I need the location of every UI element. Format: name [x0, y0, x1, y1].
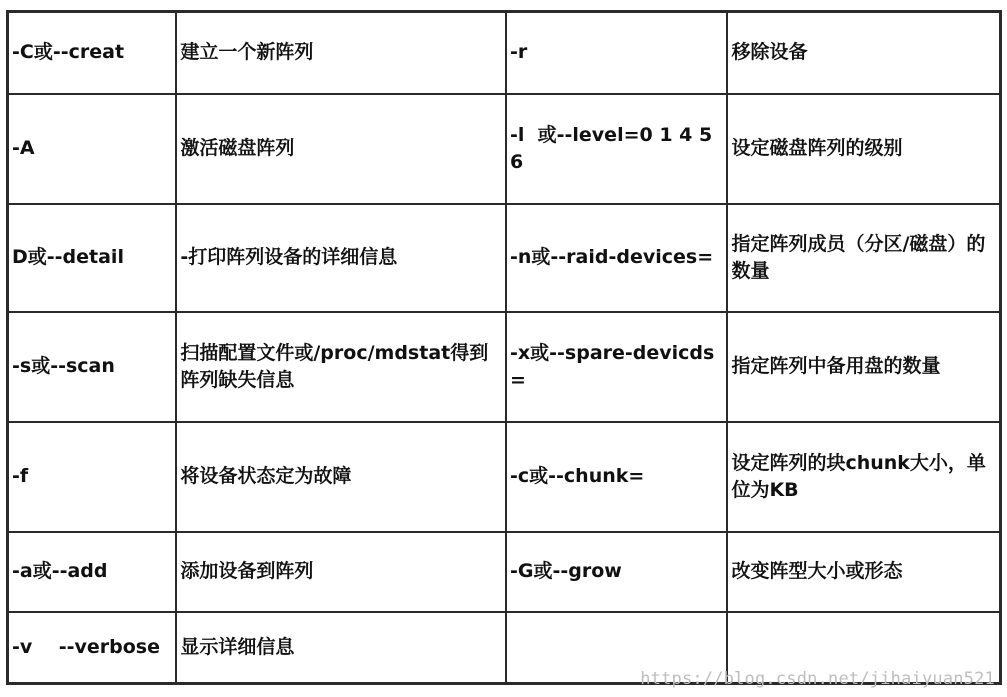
description-cell: 移除设备 — [727, 12, 1000, 94]
description-cell: 建立一个新阵列 — [176, 12, 506, 94]
option-cell: -n或--raid-devices= — [506, 204, 727, 312]
option-cell: -l 或--level=0 1 4 5 6 — [506, 94, 727, 204]
table-row — [8, 204, 1001, 312]
table-row — [8, 532, 1001, 612]
option-cell: -s或--scan — [8, 312, 177, 422]
option-cell: -C或--creat — [8, 12, 177, 94]
option-cell: -c或--chunk= — [506, 422, 727, 532]
description-cell: 将设备状态定为故障 — [176, 422, 506, 532]
mdadm-options-table — [6, 10, 1002, 685]
watermark-url: https://blog.csdn.net/jihaiyuan521 — [640, 669, 995, 689]
description-cell: 指定阵列成员（分区/磁盘）的数量 — [727, 204, 1000, 312]
description-cell: 激活磁盘阵列 — [176, 94, 506, 204]
option-cell: -v --verbose — [8, 612, 177, 684]
option-cell: -a或--add — [8, 532, 177, 612]
table-row — [8, 422, 1001, 532]
description-cell: 设定磁盘阵列的级别 — [727, 94, 1000, 204]
description-cell: 设定阵列的块chunk大小，单位为KB — [727, 422, 1000, 532]
description-cell: 指定阵列中备用盘的数量 — [727, 312, 1000, 422]
option-cell: -r — [506, 12, 727, 94]
table-row — [8, 312, 1001, 422]
description-cell: 改变阵型大小或形态 — [727, 532, 1000, 612]
description-cell: -打印阵列设备的详细信息 — [176, 204, 506, 312]
table-row — [8, 12, 1001, 94]
option-cell: -G或--grow — [506, 532, 727, 612]
option-cell: D或--detail — [8, 204, 177, 312]
description-cell: 扫描配置文件或/proc/mdstat得到阵列缺失信息 — [176, 312, 506, 422]
option-cell: -f — [8, 422, 177, 532]
description-cell: 显示详细信息 — [176, 612, 506, 684]
option-cell: -A — [8, 94, 177, 204]
table-row — [8, 94, 1001, 204]
option-cell: -x或--spare-devicds= — [506, 312, 727, 422]
description-cell: 添加设备到阵列 — [176, 532, 506, 612]
